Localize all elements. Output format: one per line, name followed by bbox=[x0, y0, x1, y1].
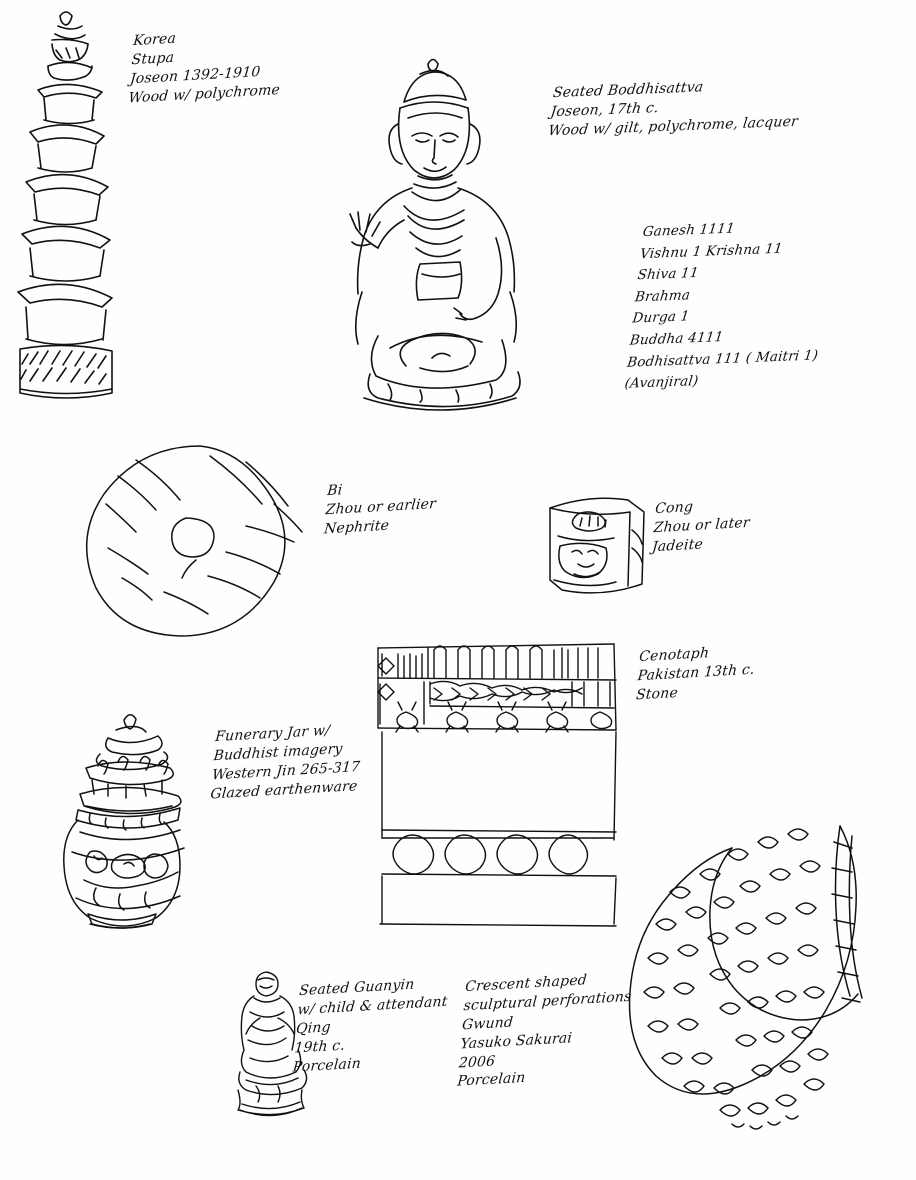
note-crescent-sculpture: Crescent shaped sculptural perforations Gwund Yasuko Sakurai 2006 Porcelain bbox=[456, 972, 633, 1091]
note-cenotaph: Cenotaph Pakistan 13th c. Stone bbox=[635, 645, 756, 704]
seated-bodhisattva-sketch bbox=[300, 48, 560, 418]
note-korea-stupa: Korea Stupa Joseon 1392-1910 Wood w/ polychrome bbox=[127, 30, 281, 107]
jade-bi-disc-sketch bbox=[78, 440, 328, 640]
note-tally-list: Ganesh 1111 Vishnu 1 Krishna 11 Shiva 11 Brahma Durga 1 Buddha 4111 Bodhisattva 111 ( Maitri 1) (Avanjiral) bbox=[623, 220, 820, 393]
note-bi-disc: Bi Zhou or earlier Nephrite bbox=[323, 482, 437, 538]
korean-stupa-sketch bbox=[8, 4, 128, 404]
crescent-porcelain-sketch bbox=[628, 812, 898, 1142]
note-seated-bodhisattva: Seated Boddhisattva Joseon, 17th c. Wood w/ gilt, polychrome, lacquer bbox=[547, 79, 799, 140]
funerary-jar-sketch bbox=[46, 702, 226, 932]
note-funerary-jar: Funerary Jar w/ Buddhist imagery Western Jin 265-317 Glazed earthenware bbox=[209, 722, 361, 803]
cenotaph-panel-sketch bbox=[372, 636, 622, 936]
note-seated-guanyin: Seated Guanyin w/ child & attendant Qing 19th c. Porcelain bbox=[292, 976, 449, 1076]
note-cong: Cong Zhou or later Jadeite bbox=[651, 498, 751, 556]
jade-cong-sketch bbox=[542, 490, 662, 600]
